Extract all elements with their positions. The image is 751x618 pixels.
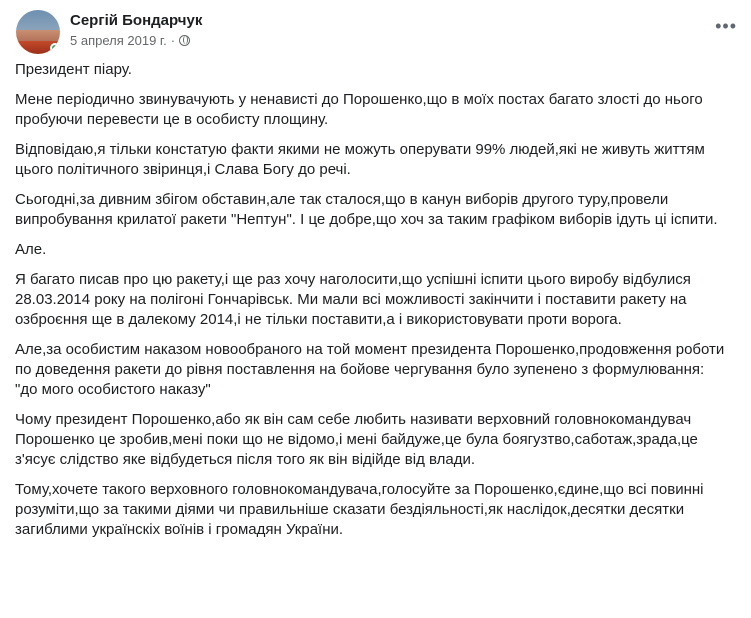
meta-separator: · (170, 33, 176, 48)
avatar[interactable] (16, 10, 60, 54)
post-meta (70, 33, 190, 48)
post-paragraph: Чому президент Порошенко,або як він сам себе любить називати верховний головнокомандувач Порошенко це зробив,мені поки що не відомо,і мені байдуже,це була боягузтво,саботаж,зрада,це з'ясує слідство яке відбудеться після того як він відійде від влади. (15, 411, 698, 468)
post-paragraph: Але. (15, 241, 47, 258)
more-options-button[interactable]: ••• (715, 16, 737, 36)
post-paragraph: Тому,хочете такого верховного головнокомандувача,голосуйте за Порошенко,єдине,що всі повинні розуміти,що за такими діями чи правильніше сказати бездіяльності,як наслідок,десятки десятки загиблими українскіх воїнів і громадян України. (15, 481, 704, 538)
post-paragraph: Але,за особистим наказом новообраного на той момент президента Порошенко,продовження роботи по доведення ракети до рівня поставлення на бойове чергування було зупенено з формулювання: "до мого особистого наказу" (15, 341, 725, 398)
online-status-icon (50, 43, 60, 53)
globe-icon[interactable] (179, 35, 190, 46)
author-name[interactable]: Сергій Бондарчук (70, 12, 203, 29)
post-paragraph: Я багато писав про цю ракету,і ще раз хочу наголосити,що успішні іспити цього виробу відбулися 28.03.2014 року на полігоні Гончарівськ. Ми мали всі можливості закінчити і поставити ракету на озброєння ще в далекому 2014,і не тільки поставити,а і використовувати проти ворога. (15, 271, 691, 328)
post-paragraph: Президент піару. (15, 61, 132, 78)
post-body (15, 60, 739, 550)
post-date[interactable]: 5 апреля 2019 г. (70, 33, 167, 48)
post-paragraph: Сьогодні,за дивним збігом обставин,але так сталося,що в канун виборів другого туру,провели випробування крилатої ракети "Нептун". І це добре,що хоч за таким графіком виборів ідуть ці іспити. (15, 191, 718, 228)
post-paragraph: Мене періодично звинувачують у ненависті до Порошенко,що в моїх постах багато злості до нього пробуючи перевести це в особисту площину. (15, 91, 703, 128)
post-paragraph: Відповідаю,я тільки констатую факти якими не можуть оперувати 99% людей,які не живуть життям цього політичного звіринця,і Слава Богу до речі. (15, 141, 705, 178)
post-header (12, 8, 739, 54)
